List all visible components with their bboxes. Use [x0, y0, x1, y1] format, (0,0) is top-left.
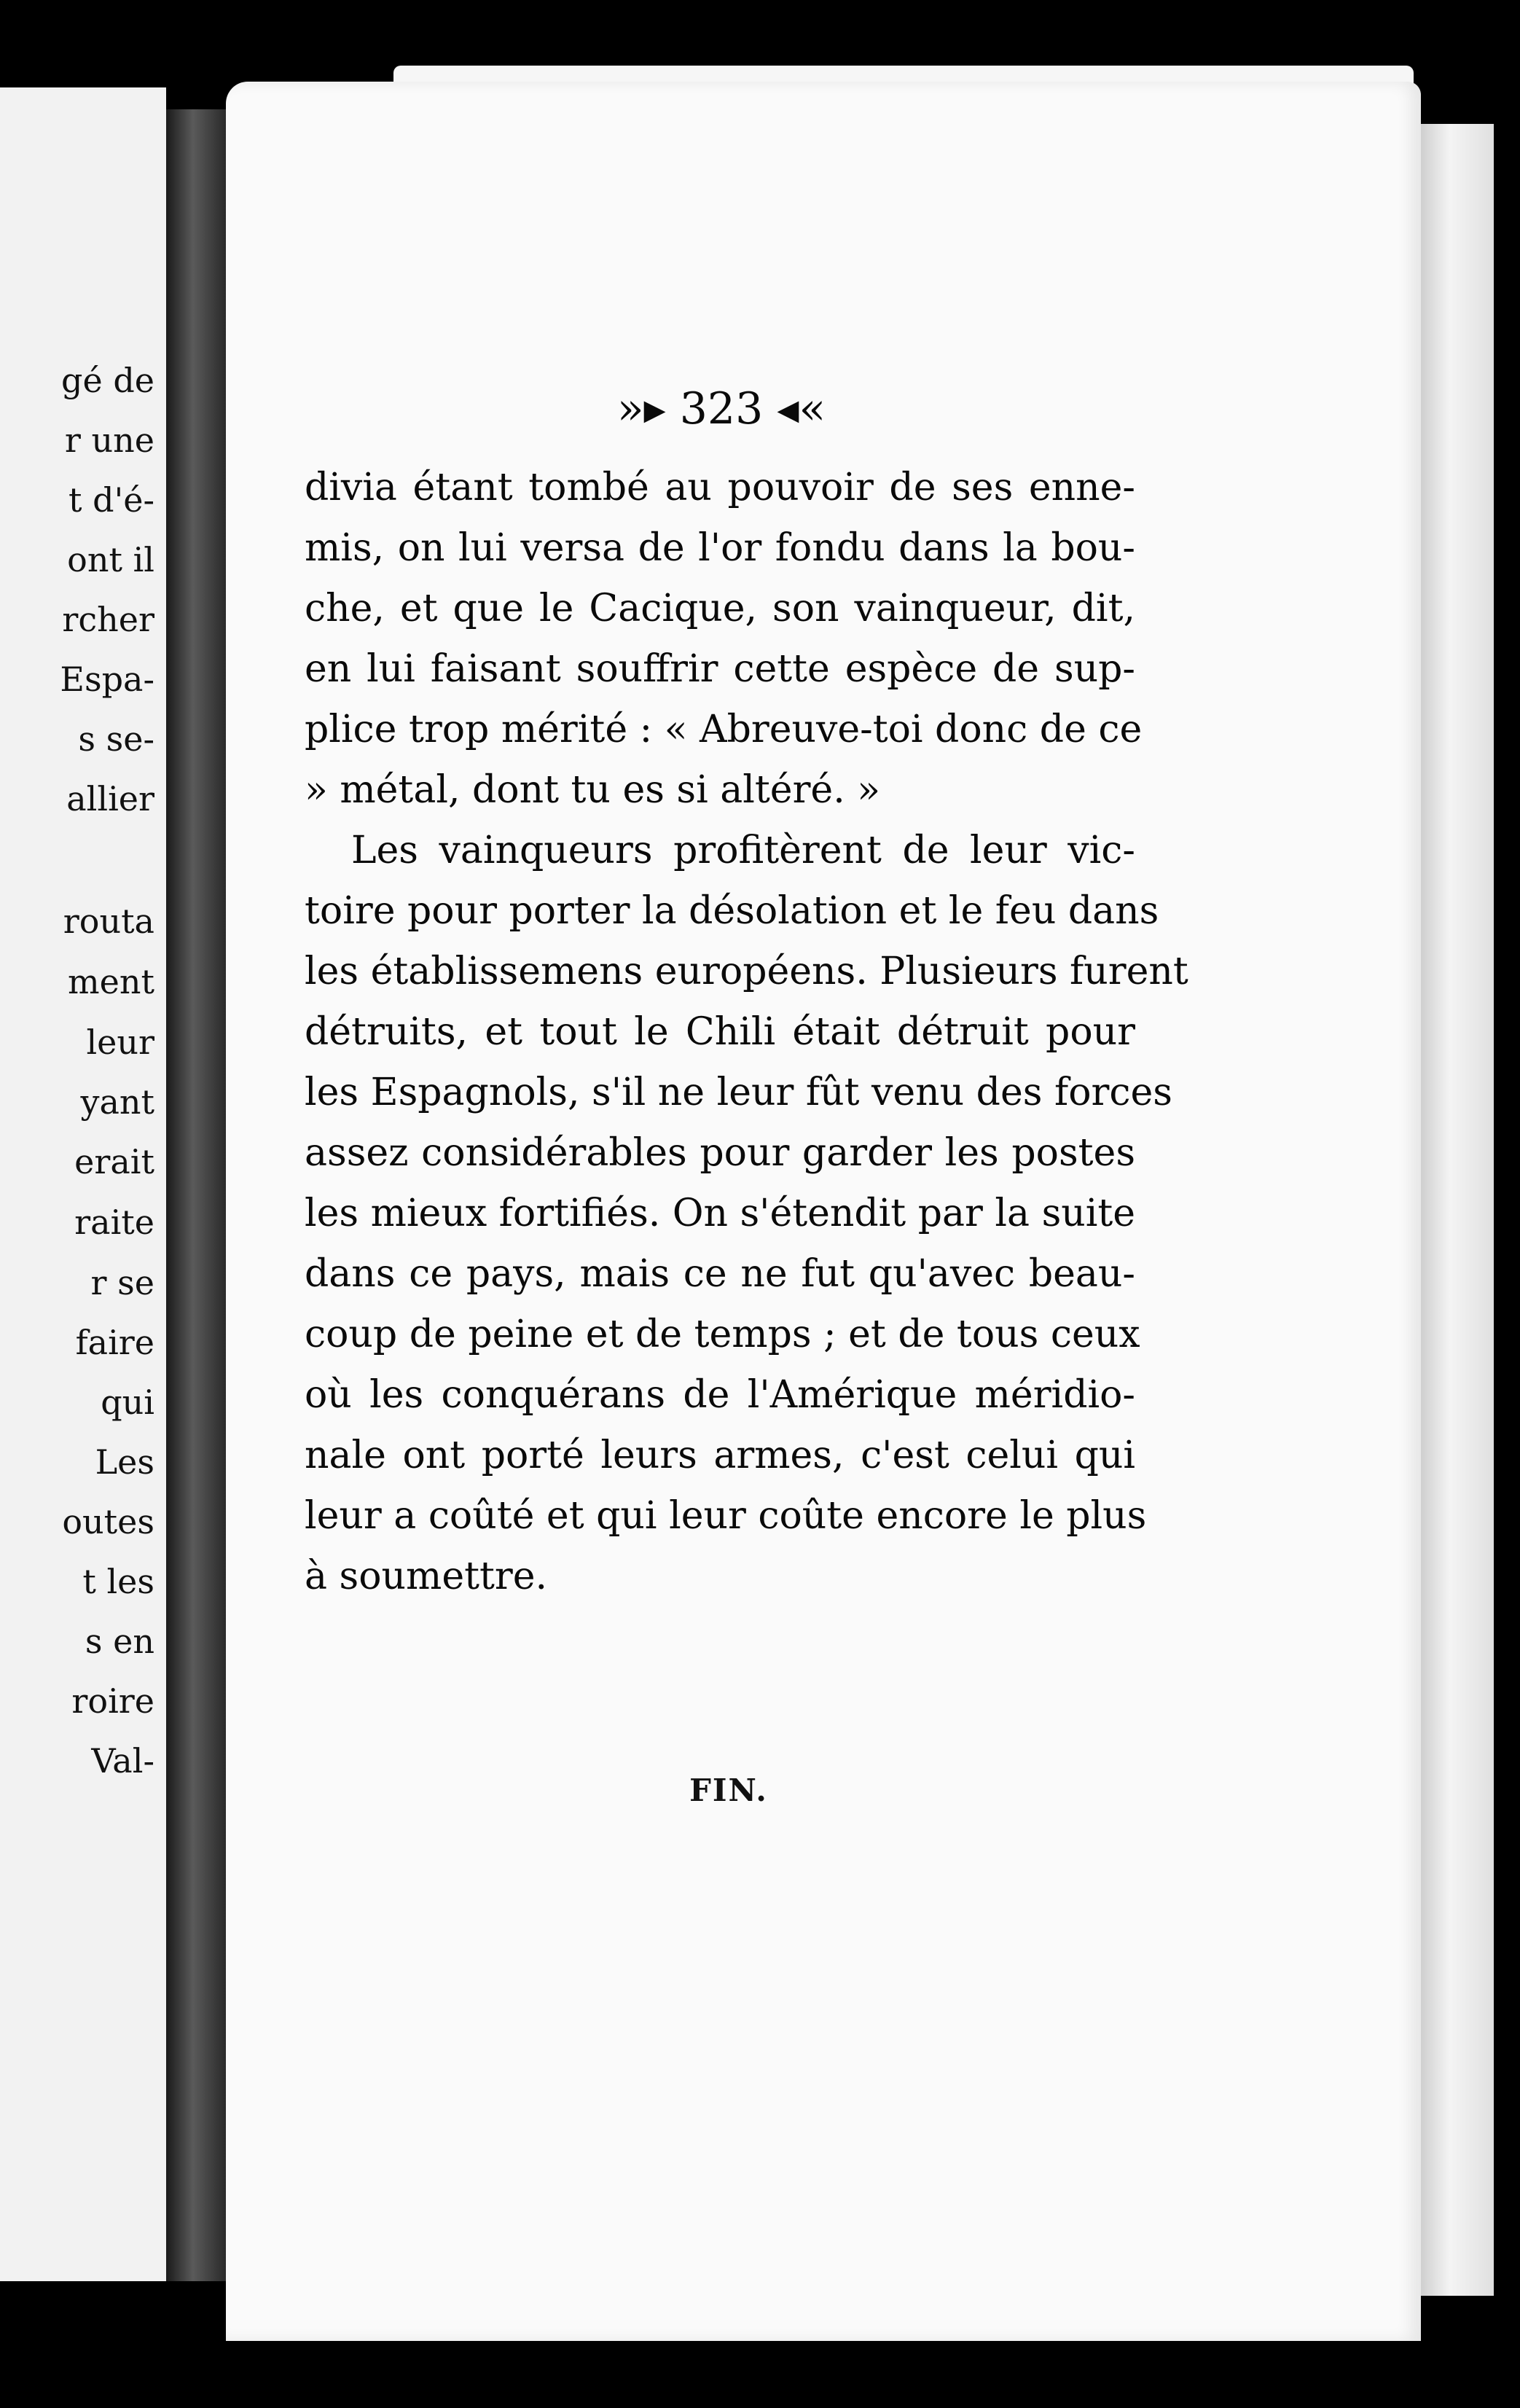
left-page-line: raite	[74, 1203, 154, 1242]
left-page-line: roire	[71, 1681, 154, 1721]
paragraph-2	[305, 821, 1188, 1607]
left-page-line: Espa-	[60, 660, 154, 699]
text-line: dans ce pays, mais ce ne fut qu'avec beau-	[305, 1252, 1135, 1296]
left-page-line: gé de	[61, 361, 154, 400]
text-line: Les vainqueurs profitèrent de leur vic-	[351, 829, 1135, 872]
text-line: détruits, et tout le Chili était détruit pour	[305, 1010, 1135, 1054]
left-page-line: erait	[74, 1142, 154, 1181]
left-page-line: outes	[62, 1502, 154, 1541]
text-line: plice trop mérité : « Abreuve-toi donc de ce	[305, 708, 1143, 751]
text-line: mis, on lui versa de l'or fondu dans la bou-	[305, 526, 1135, 570]
left-page-line: allier	[66, 779, 154, 818]
left-page-line: s se-	[78, 719, 154, 759]
page-number-header: »▸ 323 ◂«	[616, 383, 826, 434]
left-page-line: ment	[68, 962, 154, 1001]
text-line: à soumettre.	[305, 1555, 548, 1598]
paragraph-1	[305, 458, 1143, 821]
text-line: les établissemens européens. Plusieurs furent	[305, 950, 1188, 993]
text-line: où les conquérans de l'Amérique méridio-	[305, 1373, 1135, 1417]
book-gutter	[166, 109, 226, 2281]
left-page-line: faire	[75, 1323, 154, 1362]
text-line: les mieux fortifiés. On s'étendit par la suite	[305, 1192, 1136, 1235]
left-page-line: routa	[63, 902, 154, 941]
text-line: nale ont porté leurs armes, c'est celui qui	[305, 1434, 1135, 1477]
page-right-edge	[1421, 124, 1494, 2296]
left-facing-page	[0, 87, 166, 2281]
left-page-line: qui	[101, 1383, 154, 1422]
page-text	[305, 458, 1188, 1607]
text-line: » métal, dont tu es si altéré. »	[305, 768, 881, 812]
text-line: assez considérables pour garder les postes	[305, 1131, 1135, 1175]
left-page-line: t d'é-	[68, 480, 154, 520]
left-page-line: leur	[86, 1023, 154, 1062]
left-page-line: s en	[85, 1622, 154, 1661]
text-line: che, et que le Cacique, son vainqueur, dit,	[305, 587, 1135, 630]
left-page-line: t les	[82, 1562, 154, 1601]
text-line: leur a coûté et qui leur coûte encore le plus	[305, 1494, 1147, 1538]
left-page-line: Val-	[91, 1741, 154, 1780]
left-page-line: rcher	[62, 600, 154, 639]
text-line: les Espagnols, s'il ne leur fût venu des forces	[305, 1071, 1172, 1114]
left-page-line: Les	[95, 1442, 154, 1482]
text-line: en lui faisant souffrir cette espèce de sup-	[305, 647, 1135, 691]
left-page-line: yant	[80, 1082, 154, 1122]
left-page-line: r une	[64, 421, 154, 460]
end-mark: FIN.	[689, 1772, 768, 1808]
text-line: divia étant tombé au pouvoir de ses enne-	[305, 466, 1135, 509]
text-line: toire pour porter la désolation et le feu dans	[305, 889, 1159, 933]
left-page-line: ont il	[67, 540, 154, 579]
text-line: coup de peine et de temps ; et de tous ceux	[305, 1313, 1140, 1356]
left-page-line: r se	[90, 1263, 154, 1302]
